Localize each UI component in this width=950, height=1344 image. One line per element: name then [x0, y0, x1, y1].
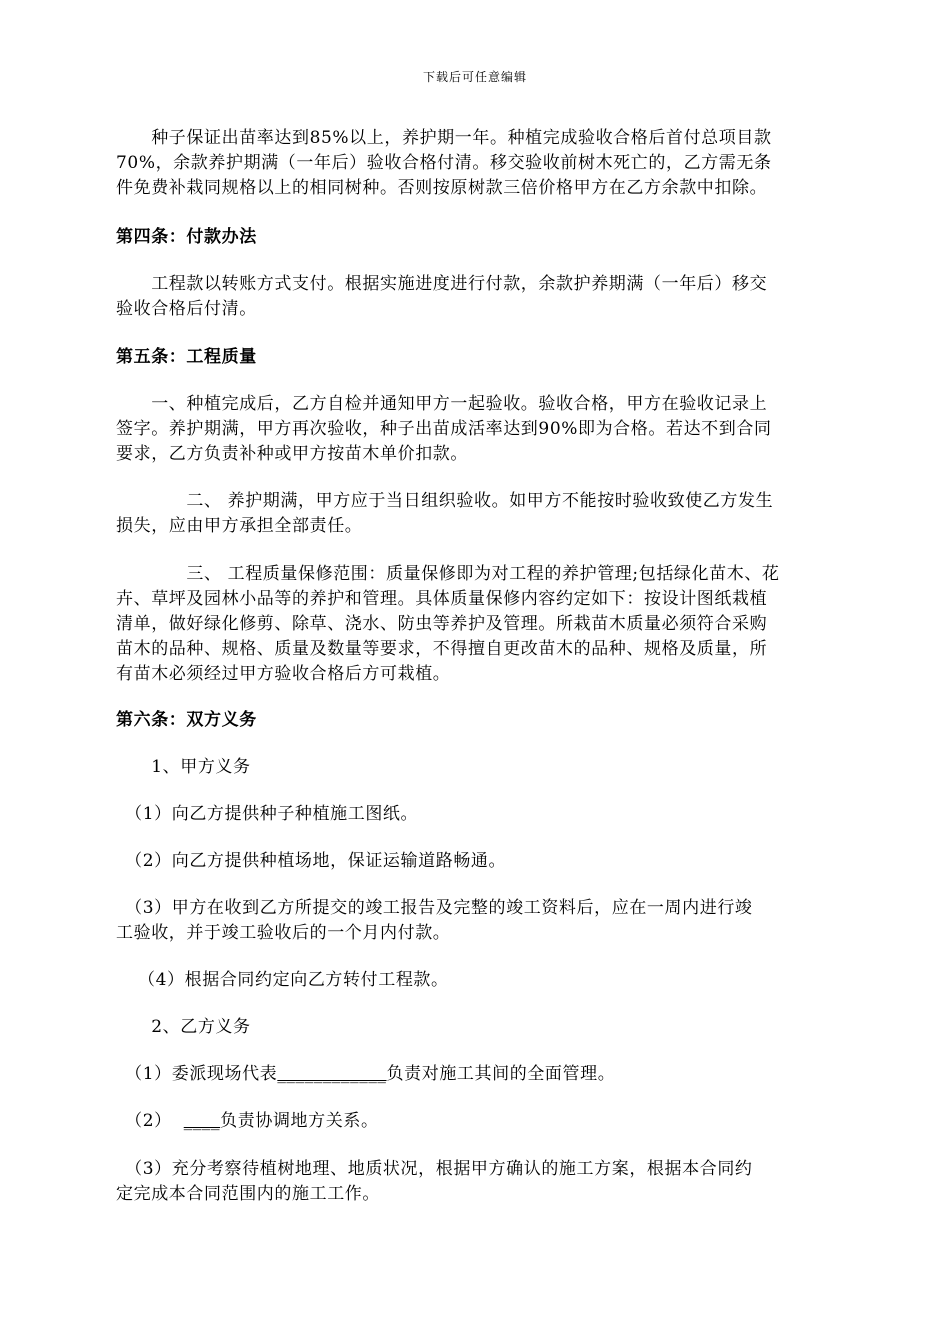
- list-item-text: 负责对施工其间的全面管理。: [386, 1064, 616, 1084]
- coordination-blank: ____: [183, 1111, 221, 1131]
- paragraph-line: 工程款以转账方式支付。根据实施进度进行付款，余款护养期满（一年后）移交: [116, 274, 768, 294]
- paragraph-line: 苗木的品种、规格、质量及数量等要求，不得擅自更改苗木的品种、规格及质量，所: [116, 639, 768, 659]
- paragraph-line: 损失，应由甲方承担全部责任。: [116, 516, 363, 536]
- paragraph-line: 有苗木必须经过甲方验收合格后方可栽植。: [116, 664, 451, 684]
- paragraph-line: 二、 养护期满，甲方应于当日组织验收。如甲方不能按时验收致使乙方发生: [116, 491, 774, 511]
- paragraph-line: 卉、草坪及园林小品等的养护和管理。具体质量保修内容约定如下：按设计图纸栽植: [116, 589, 768, 609]
- list-item-text: （2）: [116, 1111, 172, 1131]
- paragraph-line: （3）甲方在收到乙方所提交的竣工报告及完整的竣工资料后，应在一周内进行竣: [116, 898, 753, 918]
- paragraph-line: 70%，余款养护期满（一年后）验收合格付清。移交验收前树木死亡的，乙方需无条: [116, 153, 772, 173]
- subheading-party-a: 1、甲方义务: [116, 757, 251, 777]
- page-header: 下载后可任意编辑: [422, 70, 527, 84]
- paragraph-line: （3）充分考察待植树地理、地质状况，根据甲方确认的施工方案，根据本合同约: [116, 1159, 753, 1179]
- list-item-text: 负责协调地方关系。: [220, 1111, 379, 1131]
- list-item-text: （1）委派现场代表: [116, 1064, 278, 1084]
- list-item-representative: [116, 1062, 836, 1086]
- section-heading-article-6: 第六条：双方义务: [116, 710, 257, 730]
- paragraph-line: 签字。养护期满，甲方再次验收，种子出苗成活率达到90%即为合格。若达不到合同: [116, 419, 772, 439]
- paragraph-line: 验收合格后付清。: [116, 299, 257, 319]
- paragraph-line: 一、种植完成后，乙方自检并通知甲方一起验收。验收合格，甲方在验收记录上: [116, 394, 768, 414]
- representative-blank: ____________: [277, 1064, 387, 1084]
- section-heading-article-4: 第四条：付款办法: [116, 227, 257, 247]
- paragraph-line: 要求，乙方负责补种或甲方按苗木单价扣款。: [116, 444, 468, 464]
- paragraph-line: 工验收，并于竣工验收后的一个月内付款。: [116, 923, 451, 943]
- list-item: （2）向乙方提供种植场地，保证运输道路畅通。: [116, 851, 507, 871]
- section-heading-article-5: 第五条：工程质量: [116, 347, 257, 367]
- list-item: （4）根据合同约定向乙方转付工程款。: [138, 970, 449, 990]
- list-item: （1）向乙方提供种子种植施工图纸。: [116, 804, 419, 824]
- paragraph-line: 清单，做好绿化修剪、除草、浇水、防虫等养护及管理。所栽苗木质量必须符合采购: [116, 614, 768, 634]
- paragraph-line: 三、 工程质量保修范围：质量保修即为对工程的养护管理;包括绿化苗木、花: [116, 564, 780, 584]
- subheading-party-b: 2、乙方义务: [116, 1017, 251, 1037]
- paragraph-line: 定完成本合同范围内的施工工作。: [116, 1184, 380, 1204]
- list-item-coordination: [116, 1109, 836, 1133]
- paragraph-line: 种子保证出苗率达到85%以上，养护期一年。种植完成验收合格后首付总项目款: [116, 128, 772, 148]
- paragraph-line: 件免费补栽同规格以上的相同树种。否则按原树款三倍价格甲方在乙方余款中扣除。: [116, 178, 768, 198]
